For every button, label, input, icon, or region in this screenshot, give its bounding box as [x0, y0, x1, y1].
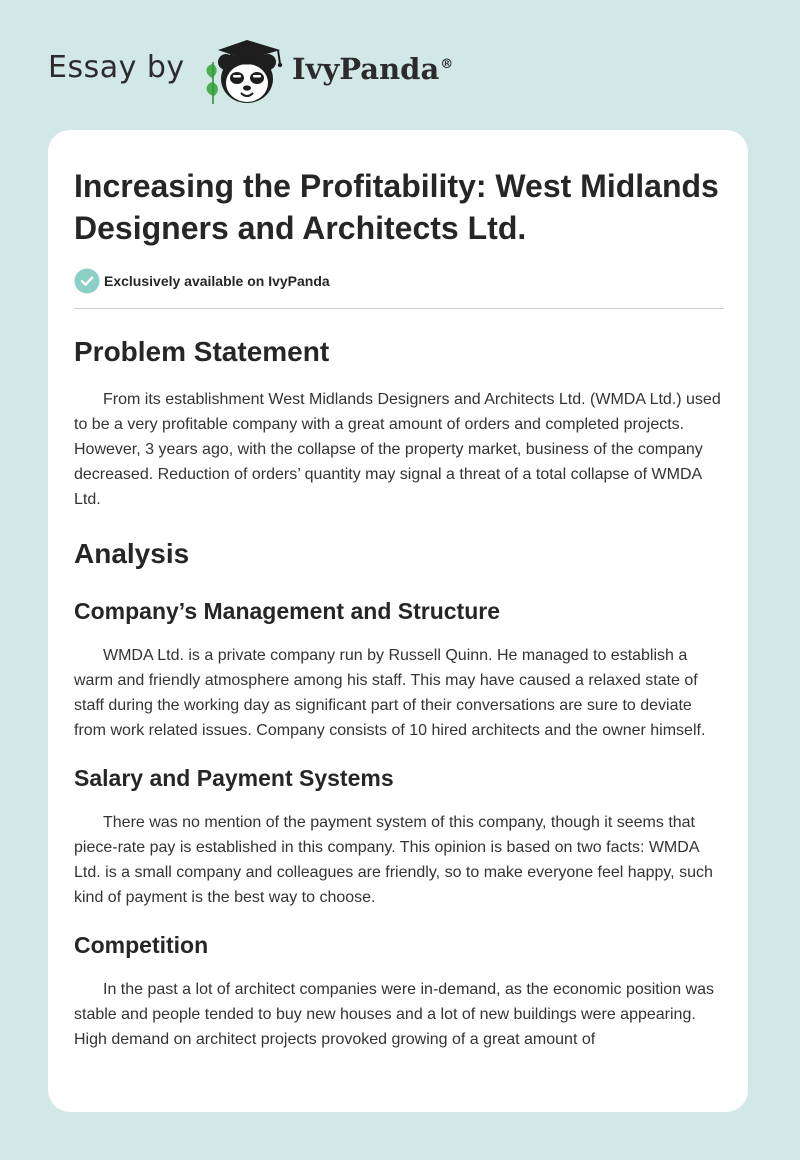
exclusive-badge [74, 268, 724, 294]
paragraph-competition: In the past a lot of architect companies were in-demand, as the economic position was stable and people tended to buy new houses and a lot of new buildings were appearing. High demand on architect projects provoked growing of a great amount of [74, 981, 714, 1048]
brand-prefix: Essay by [48, 50, 185, 85]
check-circle-icon [74, 268, 100, 294]
paragraph-management: WMDA Ltd. is a private company run by Russell Quinn. He managed to establish a warm and friendly atmosphere among his staff. This may have caused a relaxed state of staff during the working day as significant part of their conversations are sure to deviate from work related issues. Company consists of 10 hired architects and the owner himself. [74, 647, 706, 739]
ivy-leaf-icon [206, 62, 217, 104]
paragraph-problem-statement: From its establishment West Midlands Designers and Architects Ltd. (WMDA Ltd.) used to be a very profitable company with a great amount of orders and completed projects. However, 3 years ago, with the collapse of the property market, business of the company decreased. Reduction of orders’ quantity may signal a threat of a total collapse of WMDA Ltd. [74, 391, 721, 508]
section-heading-problem-statement: Problem Statement [74, 336, 330, 367]
essay-content [74, 130, 724, 1052]
section-heading-analysis: Analysis [74, 538, 190, 569]
divider [74, 308, 724, 309]
panda-graduate-logo [200, 34, 292, 108]
subsection-heading-management: Company’s Management and Structure [74, 598, 501, 624]
page-title: Increasing the Profitability: West Midlands Designers and Architects Ltd. [74, 168, 719, 246]
subsection-heading-competition: Competition [74, 932, 209, 958]
paragraph-salary: There was no mention of the payment system of this company, though it seems that piece-rate pay is established in this company. This opinion is based on two facts: WMDA Ltd. is a small company and colleagues are friendly, so to make everyone feel happy, such kind of payment is the best way to choose. [74, 814, 713, 906]
brand-name: IvyPanda® [292, 52, 454, 86]
brand-header [48, 34, 468, 108]
essay-card [48, 130, 748, 1112]
exclusive-label: Exclusively available on IvyPanda [104, 273, 330, 289]
subsection-heading-salary: Salary and Payment Systems [74, 765, 394, 791]
